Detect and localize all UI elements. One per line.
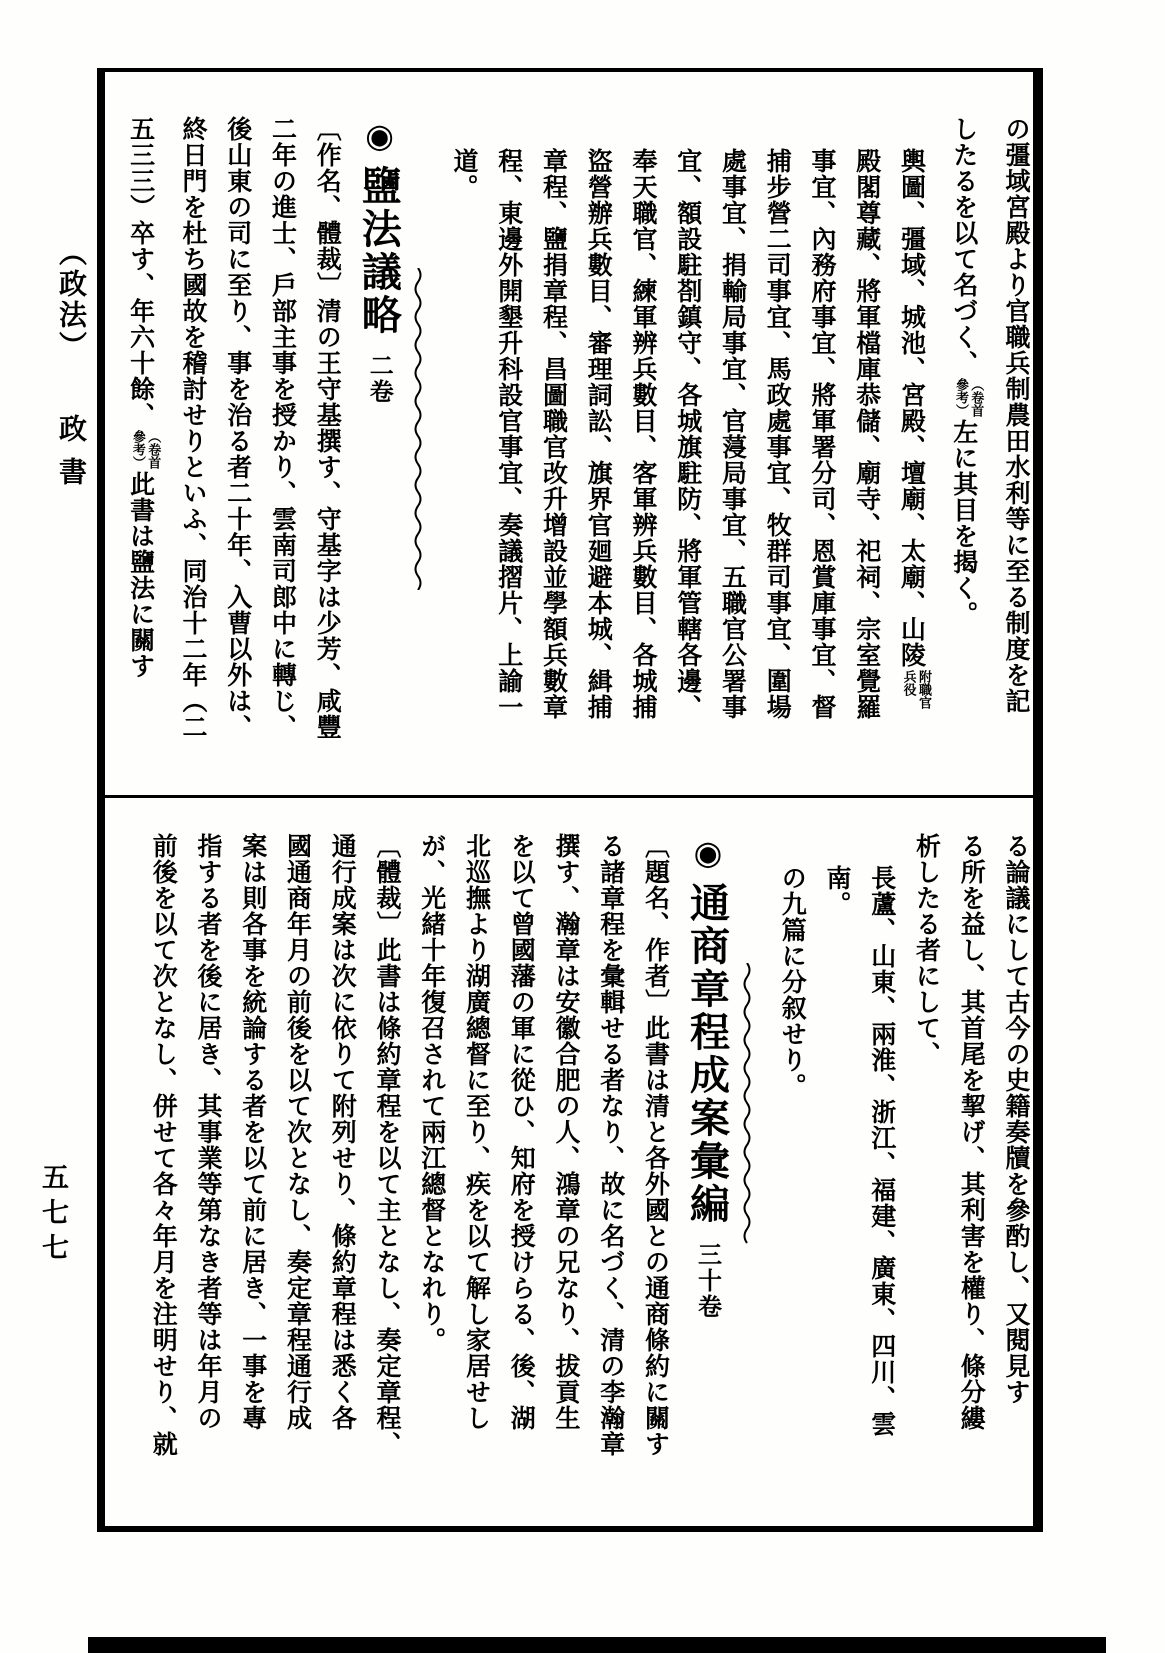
column-text-run: の彊域宮殿より官職兵制農田水利等に至る制度を記 [1002,116,1029,714]
column-text-run: を以て曾國藩の軍に從ひ、知府を授けらる、後、湖 [507,833,535,1431]
wavy-separator [749,833,761,1500]
inline-annotation [130,430,162,469]
text-column [948,116,984,769]
text-column [595,833,624,1500]
column-text-run: 長蘆、山東、兩淮、浙江、福建、廣東、四川、雲 [867,865,895,1437]
column-text-run: 宜、額設駐剳鎮守、各城旗駐防、將軍管轄各邊、 [673,148,701,720]
text-column [1000,833,1029,1500]
text-column [866,833,895,1500]
column-text-run: 通行成案は次に依りて附列せり、條約章程は悉く各 [328,833,356,1431]
text-column [538,116,567,769]
text-column [851,116,880,769]
text-column [506,833,535,1500]
column-text-run: 此書は鹽法に關す [126,471,154,679]
text-column [192,833,221,1500]
column-text-run: 後山東の司に至り、事を治る者二十年、入曹以外は、 [223,116,251,740]
entry-title [685,833,729,1500]
column-text-run: る諸章程を彙輯せる者なり、故に名づく、清の李瀚章 [596,833,624,1457]
text-column [448,116,477,769]
entry-title-text: 通商章程成案彙編 [684,882,730,1226]
margin-category: （政法） [55,238,86,362]
column-text-run: の九篇に分叙せり。 [778,865,806,1099]
inline-annotation-line: 兵役 [901,670,917,696]
column-text-run: 道。 [449,148,477,200]
column-text-run: 事宜、內務府事宜、將軍署分司、恩賞庫事宜、督 [807,148,835,720]
column-text-run: 此書は清と各外國との通商條約に關す [641,1015,669,1457]
column-label-run: 〔作名、體裁〕 [313,116,341,298]
text-column [416,833,445,1500]
text-column [582,116,611,769]
column-text-run: 奉天職官、練軍辨兵數目、客軍辨兵數目、各城捕 [628,148,656,720]
inline-annotation-line: 附職官 [916,670,932,709]
column-text-run: 五三三）卒す、年六十餘、 [126,116,154,428]
column-text-run: 章程、鹽捐章程、昌圖職官改升增設並學額兵數章 [539,148,567,720]
text-column [640,833,669,1500]
column-text-run: 處事宜、捐輸局事宜、官蓡局事宜、五職官公署事 [718,148,746,720]
text-column [327,833,356,1500]
column-text-run: 北巡撫より湖廣總督に至り、疾を以て解し家居せし [462,833,490,1431]
text-column [461,833,490,1500]
text-column [125,116,161,769]
column-text-run: 析したる者にして、 [912,833,940,1067]
upper-text-block [105,72,1033,798]
margin-subcategory: 政書 [55,414,86,500]
column-text-run: 終日門を杜ち國故を稽討せりといふ、同治十二年（二 [178,116,206,740]
entry-volume: 二卷 [365,353,392,405]
text-column [896,116,932,769]
text-column [237,833,266,1500]
entry-bullet-icon: ◉ [360,116,397,155]
text-frame [97,68,1043,1532]
column-text-run: 案は則各事を統論する者を以て前に居き、一事を專 [238,833,266,1431]
text-column [672,116,701,769]
column-text-run: 捕步營二司事宜、馬政處事宜、牧群司事宜、圍場 [763,148,791,720]
text-column [1000,116,1029,769]
inline-annotation-line: 參考） [953,378,969,417]
column-text-run: 殿閣尊藏、將軍檔庫恭儲、廟寺、祀祠、宗室覺羅 [852,148,880,720]
text-column [177,116,206,769]
text-column [717,116,746,769]
inline-annotation-line: 參考） [130,430,146,469]
inline-annotation-line: （卷首 [969,378,985,417]
column-text-run: が、光緒十年復召されて兩江總督となれり。 [417,833,445,1353]
column-text-run: 盜營辦兵數目、審理詞訟、旗界官廻避本城、緝捕 [584,148,612,720]
page-number: 五七七 [38,1163,68,1268]
column-text-run: したるを以て名づく、 [949,116,977,376]
column-text-run: 前後を以て次となし、併せて各々年月を注明せり、就 [149,833,177,1457]
text-column [311,116,340,769]
text-column [550,833,579,1500]
inline-annotation [953,378,985,417]
entry-title [356,116,400,769]
column-text-run: 撰す、瀚章は安徽合肥の人、鴻章の兄なり、拔貢生 [552,833,579,1431]
column-text-run: 二年の進士、戶部主事を授かり、雲南司郎中に轉じ、 [268,116,296,740]
column-text-run: 南。 [823,865,850,917]
column-label-run: 〔體裁〕 [373,833,400,937]
column-label-run: 〔題名、作者〕 [641,833,669,1015]
margin-category-label [50,238,90,500]
text-column [806,116,835,769]
entry-title-text: 鹽法議略 [356,165,402,337]
wavy-separator [420,116,432,769]
inline-annotation [900,670,932,709]
text-column [777,833,806,1500]
text-column [821,833,850,1500]
lower-text-block [105,801,1033,1526]
column-text-run: 左に其目を揭く。 [949,419,977,627]
text-column [282,833,311,1500]
text-column [493,116,522,769]
text-column [627,116,656,769]
column-text-run: る所を益し、其首尾を挈げ、其利害を權り、條分縷 [957,833,985,1431]
text-column [956,833,985,1500]
text-column [267,116,296,769]
column-text-run: 此書は條約章程を以て主となし、奏定章程、 [373,937,400,1457]
text-column [148,833,177,1500]
column-text-run: る論議にして古今の史籍奏牘を參酌し、又閱見す [1002,833,1029,1405]
entry-volume: 三十卷 [693,1242,720,1320]
entry-bullet-icon: ◉ [688,833,725,872]
inline-annotation-line: （卷首 [146,430,162,469]
column-text-run: 清の王守基撰す、守基字は少芳、咸豐 [313,298,341,740]
column-text-run: 指する者を後に居き、其事業等第なき者等は年月の [194,833,221,1431]
column-text-run: 輿圖、彊域、城池、宮殿、壇廟、太廟、山陵 [897,148,925,668]
text-column [761,116,790,769]
text-column [222,116,251,769]
column-text-run: 程、東邊外開墾升科設官事宜、奏議摺片、上諭一 [494,148,522,720]
text-column [911,833,940,1500]
text-column [371,833,400,1500]
scan-edge-bar [88,1637,1106,1653]
column-text-run: 國通商年月の前後を以て次となし、奏定章程通行成 [283,833,311,1431]
